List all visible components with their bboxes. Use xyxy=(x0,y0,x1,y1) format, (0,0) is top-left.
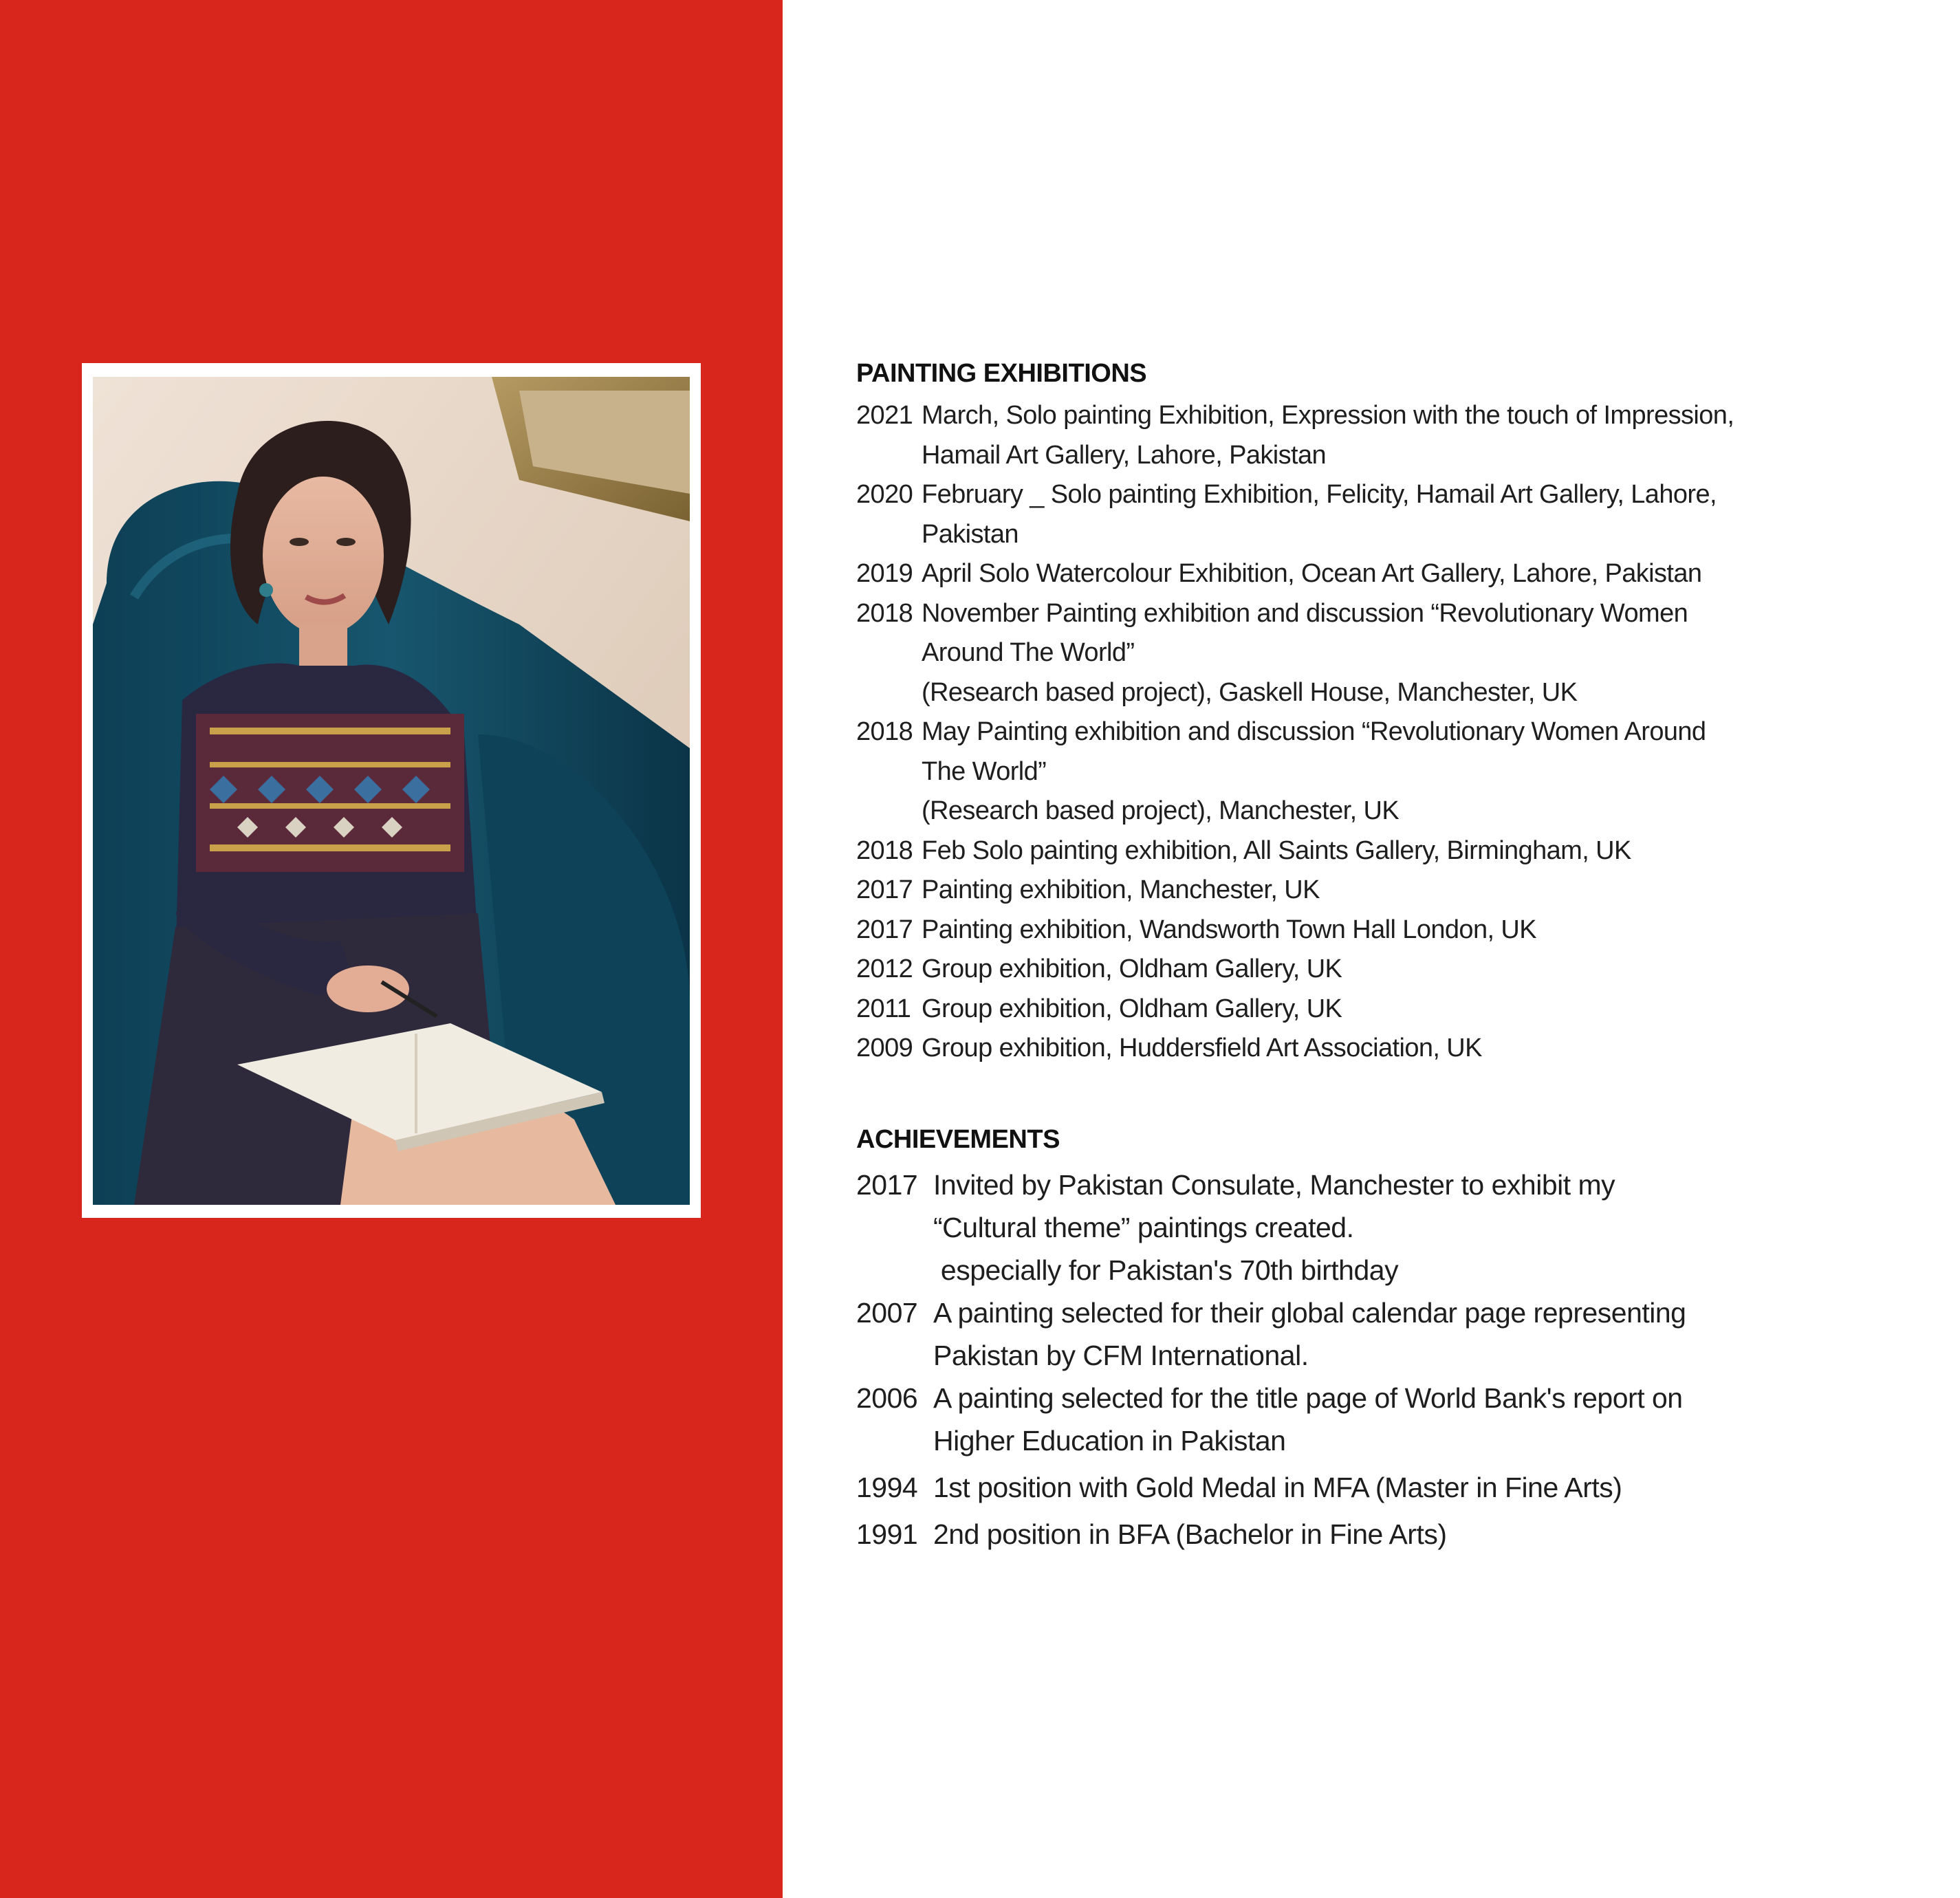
achievements-heading: ACHIEVEMENTS xyxy=(856,1124,1060,1154)
achievement-entry xyxy=(856,1291,1929,1377)
exhibition-text-line: Group exhibition, Oldham Gallery, UK xyxy=(922,994,1342,1023)
achievement-description xyxy=(933,1291,1929,1377)
achievement-text-line: “Cultural theme” paintings created. xyxy=(933,1211,1354,1243)
exhibition-year: 2018 xyxy=(856,836,913,865)
achievement-description xyxy=(933,1164,1929,1291)
achievement-year: 1994 xyxy=(856,1471,918,1503)
exhibition-year: 2018 xyxy=(856,598,913,628)
exhibition-entry xyxy=(856,910,1929,950)
achievement-description xyxy=(933,1377,1929,1462)
exhibition-description xyxy=(922,594,1929,713)
exhibition-text-line: March, Solo painting Exhibition, Expression with the touch of Impression, xyxy=(922,401,1734,430)
achievement-year: 2007 xyxy=(856,1296,918,1329)
achievement-text-line: 2nd position in BFA (Bachelor in Fine Arts) xyxy=(933,1518,1447,1550)
exhibition-text-line: Group exhibition, Oldham Gallery, UK xyxy=(922,955,1342,983)
exhibition-text-line: Around The World” xyxy=(922,638,1135,667)
exhibition-text-line: The World” xyxy=(922,756,1047,786)
exhibition-entry xyxy=(856,475,1929,554)
portrait-photo-frame xyxy=(82,363,701,1218)
exhibition-year: 2011 xyxy=(856,994,911,1023)
achievement-description xyxy=(933,1513,1929,1556)
exhibition-year: 2017 xyxy=(856,875,913,904)
exhibition-text-line: (Research based project), Gaskell House, Manchester, UK xyxy=(922,677,1578,707)
exhibition-text-line: Feb Solo painting exhibition, All Saints Gallery, Birmingham, UK xyxy=(922,836,1631,865)
exhibition-year: 2009 xyxy=(856,1034,913,1062)
artist-portrait-photo xyxy=(93,377,690,1205)
achievement-description xyxy=(933,1466,1929,1509)
exhibition-year: 2017 xyxy=(856,915,913,944)
achievement-text-line: Higher Education in Pakistan xyxy=(933,1424,1286,1457)
painting-exhibitions-list xyxy=(856,396,1929,1069)
exhibition-entry xyxy=(856,871,1929,910)
achievement-year: 2006 xyxy=(856,1382,918,1414)
achievement-text-line: Pakistan by CFM International. xyxy=(933,1339,1309,1371)
bio-content xyxy=(856,356,1929,1556)
achievement-text-line: A painting selected for their global calendar page representing xyxy=(933,1296,1686,1329)
exhibition-description xyxy=(922,990,1929,1029)
achievement-entry xyxy=(856,1377,1929,1462)
exhibition-description xyxy=(922,950,1929,990)
achievement-entry xyxy=(856,1466,1929,1509)
achievement-year: 1991 xyxy=(856,1518,918,1550)
exhibition-text-line: Painting exhibition, Manchester, UK xyxy=(922,875,1320,904)
exhibition-description xyxy=(922,831,1929,871)
achievement-year: 2017 xyxy=(856,1168,918,1201)
exhibition-entry xyxy=(856,950,1929,990)
exhibition-entry xyxy=(856,396,1929,475)
exhibition-entry xyxy=(856,554,1929,594)
exhibition-description xyxy=(922,871,1929,910)
achievements-list xyxy=(856,1164,1929,1556)
achievement-entry xyxy=(856,1164,1929,1291)
exhibition-description xyxy=(922,1029,1929,1069)
exhibition-description xyxy=(922,910,1929,950)
exhibition-text-line: Painting exhibition, Wandsworth Town Hall London, UK xyxy=(922,915,1536,944)
exhibition-text-line: November Painting exhibition and discussion “Revolutionary Women xyxy=(922,598,1688,628)
exhibition-entry xyxy=(856,990,1929,1029)
achievement-text-line: Invited by Pakistan Consulate, Manchester to exhibit my xyxy=(933,1168,1615,1201)
exhibition-text-line: Pakistan xyxy=(922,519,1019,549)
exhibition-year: 2021 xyxy=(856,401,913,430)
exhibition-year: 2020 xyxy=(856,480,913,509)
exhibition-text-line: (Research based project), Manchester, UK xyxy=(922,796,1400,825)
exhibition-entry xyxy=(856,831,1929,871)
exhibition-text-line: April Solo Watercolour Exhibition, Ocean Art Gallery, Lahore, Pakistan xyxy=(922,559,1702,588)
exhibition-entry xyxy=(856,712,1929,831)
exhibition-entry xyxy=(856,1029,1929,1069)
exhibition-entry xyxy=(856,594,1929,713)
exhibition-text-line: May Painting exhibition and discussion “Revolutionary Women Around xyxy=(922,717,1706,746)
achievement-text-line: especially for Pakistan's 70th birthday xyxy=(933,1254,1399,1286)
exhibition-year: 2012 xyxy=(856,955,913,983)
exhibition-year: 2018 xyxy=(856,717,913,746)
exhibition-description xyxy=(922,396,1929,475)
painting-exhibitions-heading: PAINTING EXHIBITIONS xyxy=(856,359,1147,388)
achievement-text-line: A painting selected for the title page of World Bank's report on xyxy=(933,1382,1683,1414)
achievement-entry xyxy=(856,1513,1929,1556)
exhibition-text-line: February _ Solo painting Exhibition, Felicity, Hamail Art Gallery, Lahore, xyxy=(922,480,1717,509)
exhibition-description xyxy=(922,475,1929,554)
exhibition-description xyxy=(922,554,1929,594)
exhibition-year: 2019 xyxy=(856,559,913,588)
exhibition-description xyxy=(922,712,1929,831)
achievement-text-line: 1st position with Gold Medal in MFA (Master in Fine Arts) xyxy=(933,1471,1622,1503)
exhibition-text-line: Hamail Art Gallery, Lahore, Pakistan xyxy=(922,440,1327,470)
exhibition-text-line: Group exhibition, Huddersfield Art Association, UK xyxy=(922,1034,1482,1062)
